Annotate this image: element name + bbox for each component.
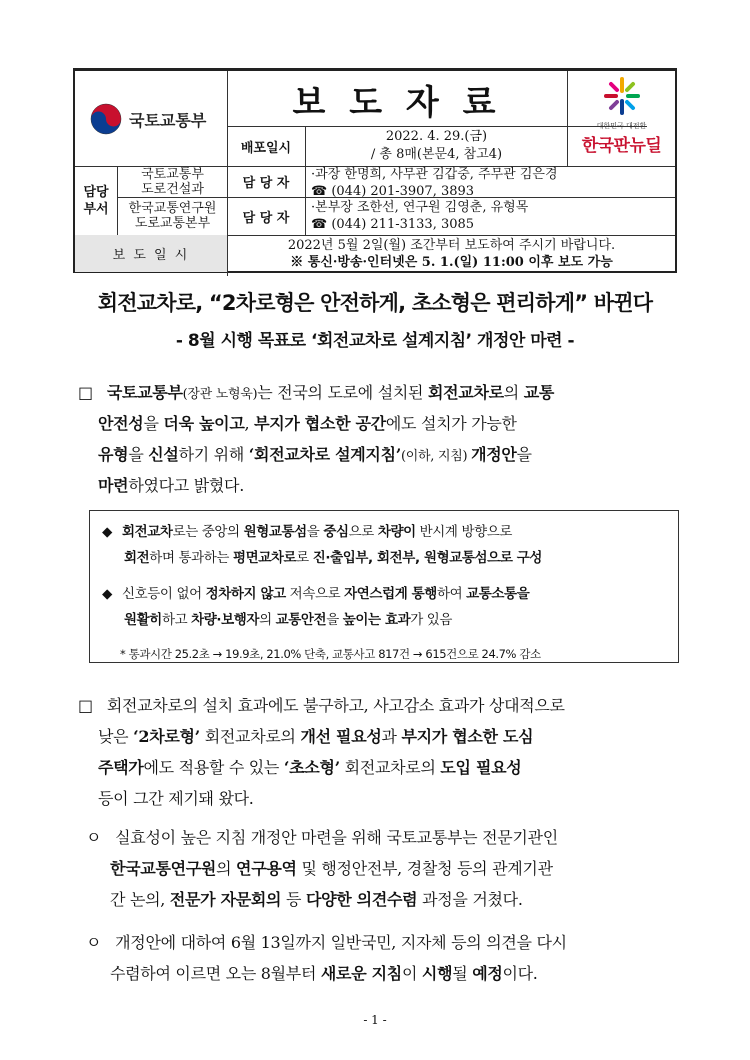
text: 을 xyxy=(128,445,149,464)
text: 로는 중앙의 xyxy=(172,524,244,540)
text: 을 xyxy=(516,445,532,464)
new-deal-star-icon xyxy=(600,75,644,117)
circle-bullet: ㅇ xyxy=(86,828,102,847)
text: 예정 xyxy=(472,964,503,983)
paragraph-4 xyxy=(86,927,686,989)
text: 교통안전 xyxy=(275,612,327,628)
text: 저속으로 xyxy=(285,586,345,602)
contact1-names: ·과장 한명희, 사무관 김갑중, 주무관 김은경 xyxy=(311,167,558,182)
text: 정차하지 않고 xyxy=(205,586,286,602)
distribution-date: 2022. 4. 29.(금) xyxy=(385,129,488,144)
circle-bullet: ㅇ xyxy=(86,933,102,952)
text: 회전교차로의 xyxy=(199,727,301,746)
text: 간 논의, xyxy=(110,890,170,909)
text: 의 xyxy=(259,612,276,628)
text: 및 행정안전부, 경찰청 등의 관계기관 xyxy=(296,859,553,878)
text: 교통 xyxy=(523,383,555,402)
ministry-logo xyxy=(89,99,224,139)
square-bullet: □ xyxy=(78,383,93,402)
text: 원형교통섬 xyxy=(243,524,307,540)
text: 을 xyxy=(143,414,164,433)
square-bullet: □ xyxy=(78,696,93,715)
text: 로 xyxy=(296,550,313,566)
text: 하고 xyxy=(161,612,192,628)
info-box xyxy=(89,510,679,663)
text: 안전성 xyxy=(98,414,144,433)
text: 한국교통연구원 xyxy=(110,859,217,878)
text: 높이는 효과 xyxy=(342,612,411,628)
text: 회전 xyxy=(124,550,150,566)
text: 의 xyxy=(216,859,237,878)
release-label: 보 도 일 시 xyxy=(75,235,227,272)
text: 하기 위해 xyxy=(178,445,249,464)
text: 에도 적용할 수 있는 xyxy=(143,758,284,777)
text: 도입 필요성 xyxy=(440,758,522,777)
text: 과정을 거쳤다. xyxy=(417,890,523,909)
ministry-name: 국토교통부 xyxy=(129,110,207,130)
paragraph-3 xyxy=(86,822,686,915)
text: 을 xyxy=(306,524,324,540)
text: 가 있음 xyxy=(410,612,453,628)
release-line1: 2022년 5월 2일(월) 조간부터 보도하여 주시기 바랍니다. xyxy=(287,238,616,253)
footnote: * 통과시간 25.2초 → 19.9초, 21.0% 단축, 교통사고 817건 → 615건으로 24.7% 감소 xyxy=(120,647,541,661)
text: 낮은 xyxy=(98,727,134,746)
text: 부지가 협소한 공간 xyxy=(254,414,386,433)
text: 이다. xyxy=(502,964,538,983)
doc-type-title: 보 도 자 료 xyxy=(292,82,502,123)
text: 개정안 xyxy=(471,445,517,464)
text: 원활히 xyxy=(124,612,162,628)
text: (장관 노형욱) xyxy=(182,387,258,402)
diamond-bullet: ◆ xyxy=(102,524,112,540)
text: 회전교차로의 설치 효과에도 불구하고, 사고감소 효과가 상대적으로 xyxy=(106,696,565,715)
dept2-name: 한국교통연구원 도로교통본부 xyxy=(128,201,217,231)
text: 등이 그간 제기돼 왔다. xyxy=(98,789,254,808)
headline: 회전교차로, “2차로형은 안전하게, 초소형은 편리하게” 바뀐다 xyxy=(97,291,653,315)
text: 반시계 방향으로 xyxy=(415,524,513,540)
text: , xyxy=(244,414,255,433)
contact1-label: 담 당 자 xyxy=(242,176,290,191)
release-line2: ※ 통신·방송·인터넷은 5. 1.(일) 11:00 이후 보도 가능 xyxy=(290,255,613,270)
text: 하며 통과하는 xyxy=(149,550,233,566)
text: ‘회전교차로 설계지침’ xyxy=(248,445,401,464)
text: 국토교통부 xyxy=(106,383,183,402)
text: 등 xyxy=(281,890,306,909)
contact2-label: 담 당 자 xyxy=(242,210,290,226)
text: 실효성이 높은 지침 개정안 마련을 위해 국토교통부는 전문기관인 xyxy=(115,828,558,847)
dept-group-label: 담당 부서 xyxy=(83,184,109,217)
text: 신호등이 없어 xyxy=(121,586,206,602)
contact2-phone: ☎ (044) 211-3133, 3085 xyxy=(311,217,475,232)
text: 마련 xyxy=(98,476,129,495)
text: 전문가 자문회의 xyxy=(169,890,282,909)
text: 으로 xyxy=(348,524,378,540)
text: 부지가 협소한 도심 xyxy=(401,727,534,746)
brand-name: 한국판뉴딜 xyxy=(581,136,662,156)
page-number: - 1 - xyxy=(363,1013,387,1027)
text: 시행 xyxy=(421,964,453,983)
press-release-header xyxy=(73,68,677,273)
text: 회전교차로의 xyxy=(339,758,441,777)
text: 평면교차로 xyxy=(232,550,297,566)
text: 자연스럽게 통행 xyxy=(344,586,437,602)
text: 중심 xyxy=(323,524,349,540)
new-deal-logo xyxy=(568,75,675,165)
paragraph-1 xyxy=(78,377,678,501)
diamond-bullet: ◆ xyxy=(102,586,112,602)
subheadline: - 8월 시행 목표로 ‘회전교차로 설계지침’ 개정안 마련 - xyxy=(175,331,575,351)
text: 을 xyxy=(326,612,343,628)
brand-small-text: 대한민국 대전환 xyxy=(596,122,647,130)
text: 하여 xyxy=(436,586,467,602)
text: ‘2차로형’ xyxy=(133,727,200,746)
text: 다양한 의견수렴 xyxy=(305,890,418,909)
text: 수렴하여 이르면 오는 8월부터 xyxy=(110,964,321,983)
dept1-name: 국토교통부 도로건설과 xyxy=(141,166,204,197)
text: 에도 설치가 가능한 xyxy=(385,414,517,433)
distribution-pages: / 총 8매(본문4, 참고4) xyxy=(370,147,503,162)
contact2-names: ·본부장 조한선, 연구원 김영춘, 유형목 xyxy=(311,200,529,215)
text: 차량·보행자 xyxy=(191,612,260,628)
text: 교통소통을 xyxy=(466,586,530,602)
text: 주택가 xyxy=(98,758,144,777)
text: 차량이 xyxy=(377,524,416,540)
text: 개선 필요성 xyxy=(300,727,382,746)
text: 하였다고 밝혔다. xyxy=(128,476,244,495)
text: ‘초소형’ xyxy=(283,758,340,777)
text: 는 전국의 도로에 설치된 xyxy=(257,383,428,402)
text: 이 xyxy=(401,964,422,983)
text: 의 xyxy=(503,383,524,402)
text: 더욱 높이고 xyxy=(163,414,245,433)
text: 유형 xyxy=(98,445,129,464)
text: 연구용역 xyxy=(236,859,297,878)
text: 신설 xyxy=(148,445,179,464)
text: 새로운 지침 xyxy=(320,964,402,983)
text: (이하, 지침) xyxy=(401,449,472,464)
paragraph-2 xyxy=(78,690,678,814)
text: 과 xyxy=(381,727,402,746)
text: 회전교차로 xyxy=(428,383,504,402)
text: 될 xyxy=(452,964,473,983)
text: 회전교차 xyxy=(121,524,173,540)
text: 진·출입부, 회전부, 원형교통섬으로 구성 xyxy=(312,550,543,566)
distribution-label: 배포일시 xyxy=(240,140,292,156)
taegeuk-emblem-icon xyxy=(89,102,123,136)
text: 개정안에 대하여 6월 13일까지 일반국민, 지자체 등의 의견을 다시 xyxy=(115,933,567,952)
contact1-phone: ☎ (044) 201-3907, 3893 xyxy=(311,184,475,199)
